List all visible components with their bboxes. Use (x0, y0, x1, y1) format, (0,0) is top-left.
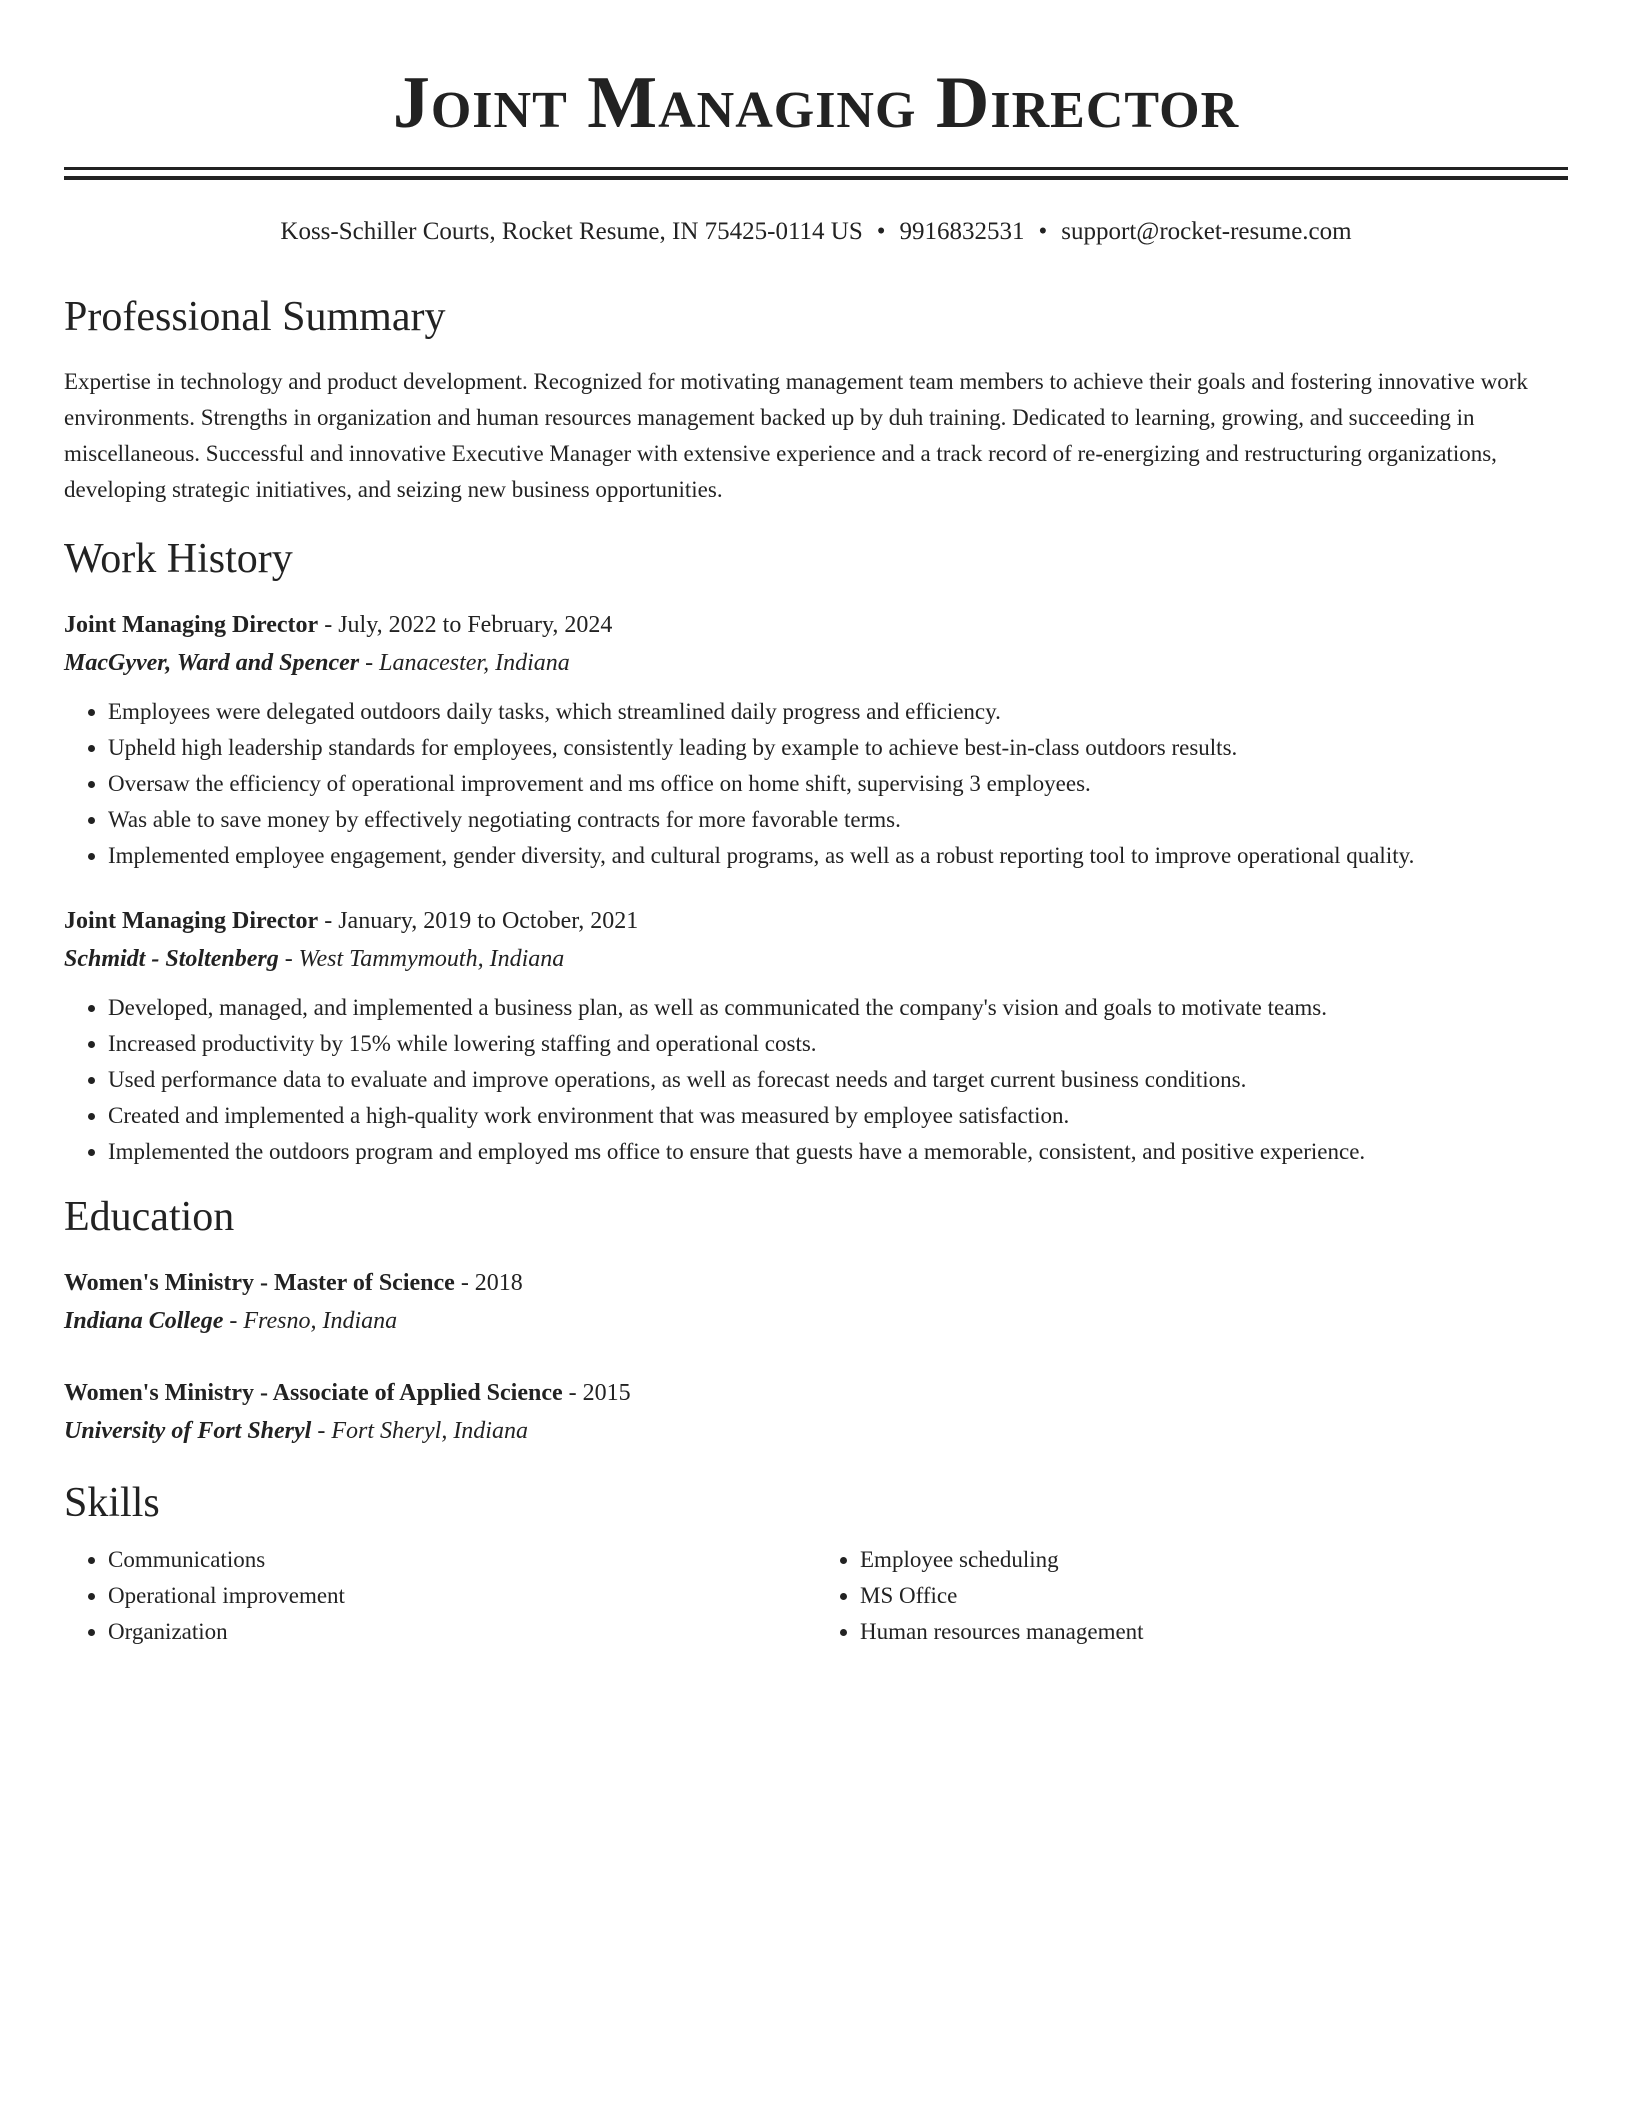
skills-heading: Skills (64, 1480, 160, 1526)
header-rule-bottom (64, 176, 1568, 180)
job-bullets (64, 694, 1568, 874)
skill-item: • Communications (108, 1542, 816, 1578)
contact-address: Koss-Schiller Courts, Rocket Resume, IN 75425-0114 US (280, 218, 863, 245)
education-header (64, 1264, 1568, 1302)
skill-item: • Human resources management (860, 1614, 1568, 1650)
education-heading: Education (64, 1194, 235, 1240)
education-location: - Fresno, Indiana (223, 1308, 398, 1334)
education-header (64, 1374, 1568, 1412)
education-location: - Fort Sheryl, Indiana (311, 1418, 528, 1444)
job-entry (64, 902, 1568, 1170)
job-entry (64, 606, 1568, 874)
job-company: MacGyver, Ward and Spencer (64, 650, 360, 676)
education-entry (64, 1264, 1568, 1340)
job-bullet: • Used performance data to evaluate and improve operations, as well as forecast needs and target current business conditions. (108, 1062, 1568, 1098)
summary-heading: Professional Summary (64, 294, 446, 340)
contact-line (64, 216, 1568, 248)
job-bullet: • Oversaw the efficiency of operational improvement and ms office on home shift, supervising 3 employees. (108, 766, 1568, 802)
job-bullets (64, 990, 1568, 1170)
job-bullet: • Employees were delegated outdoors daily tasks, which streamlined daily progress and efficiency. (108, 694, 1568, 730)
skill-item: • Organization (108, 1614, 816, 1650)
job-bullet: • Was able to save money by effectively negotiating contracts for more favorable terms. (108, 802, 1568, 838)
education-degree: Women's Ministry - Associate of Applied Science (64, 1380, 563, 1406)
skills-column-left (64, 1542, 816, 1650)
summary-text: Expertise in technology and product development. Recognized for motivating management team members to achieve their goals and fostering innovative work environments. Strengths in organization and human resources management backed up by duh training. Dedicated to learning, growing, and succeeding in miscellaneous. Successful and innovative Executive Manager with extensive experience and a track record of re-energizing and restructuring organizations, developing strategic initiatives, and seizing new business opportunities. (64, 369, 1528, 502)
job-location: - West Tammymouth, Indiana (278, 946, 565, 972)
education-year: - 2015 (562, 1380, 631, 1406)
job-bullet: • Developed, managed, and implemented a business plan, as well as communicated the company's vision and goals to motivate teams. (108, 990, 1568, 1026)
job-employer (64, 940, 1568, 978)
education-degree: Women's Ministry - Master of Science (64, 1270, 455, 1296)
job-bullet: • Created and implemented a high-quality work environment that was measured by employee satisfaction. (108, 1098, 1568, 1134)
skill-item: • Operational improvement (108, 1578, 816, 1614)
job-bullet: • Upheld high leadership standards for employees, consistently leading by example to achieve best-in-class outdoors results. (108, 730, 1568, 766)
job-dates: - July, 2022 to February, 2024 (318, 612, 613, 638)
education-year: - 2018 (454, 1270, 523, 1296)
job-location: - Lanacester, Indiana (359, 650, 570, 676)
work-history-heading: Work History (64, 536, 293, 582)
job-header (64, 902, 1568, 940)
header-rule-top (64, 167, 1568, 170)
job-role: Joint Managing Director (64, 908, 319, 934)
job-role: Joint Managing Director (64, 612, 319, 638)
education-school: Indiana College (64, 1308, 224, 1334)
education-school-line (64, 1412, 1568, 1450)
contact-separator: • (1038, 218, 1048, 245)
contact-separator: • (876, 218, 886, 245)
contact-phone: 9916832531 (899, 218, 1025, 245)
education-entry (64, 1374, 1568, 1450)
skills-grid (64, 1542, 1568, 1650)
skills-column-right (816, 1542, 1568, 1650)
skill-item: • MS Office (860, 1578, 1568, 1614)
job-dates: - January, 2019 to October, 2021 (318, 908, 639, 934)
education-school: University of Fort Sheryl (64, 1418, 312, 1444)
skill-item: • Employee scheduling (860, 1542, 1568, 1578)
job-bullet: • Implemented employee engagement, gender diversity, and cultural programs, as well as a robust reporting tool to improve operational quality. (108, 838, 1568, 874)
job-company: Schmidt - Stoltenberg (64, 946, 279, 972)
job-bullet: • Implemented the outdoors program and employed ms office to ensure that guests have a memorable, consistent, and positive experience. (108, 1134, 1568, 1170)
contact-email: support@rocket-resume.com (1061, 218, 1352, 245)
education-school-line (64, 1302, 1568, 1340)
job-header (64, 606, 1568, 644)
job-employer (64, 644, 1568, 682)
candidate-name: Joint Managing Director (392, 62, 1240, 144)
job-bullet: • Increased productivity by 15% while lowering staffing and operational costs. (108, 1026, 1568, 1062)
